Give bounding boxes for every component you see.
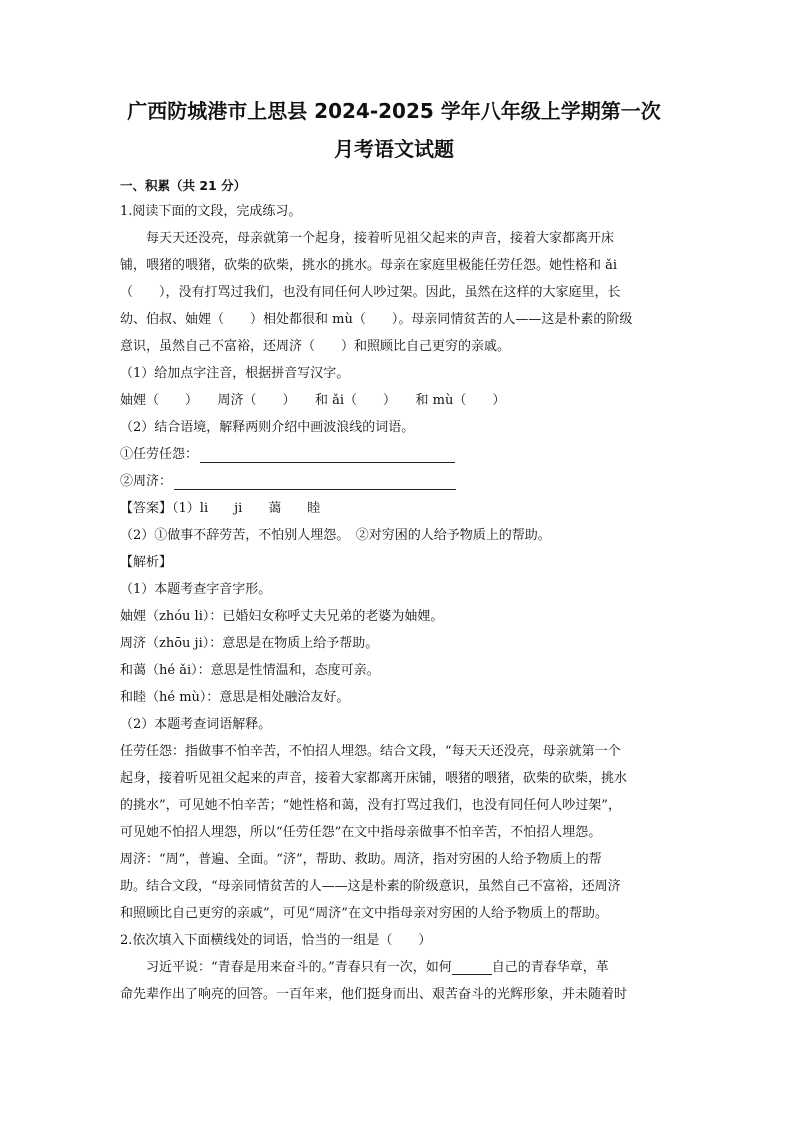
section-heading: 一、积累（共 21 分）	[120, 178, 247, 193]
passage-line: 意识，虽然自己不富裕，还周济（ ）和照顾比自己更穷的亲戚。	[120, 339, 511, 354]
fill-line-1	[120, 441, 668, 468]
sub-question-1-items: 妯娌（ ） 周济（ ） 和 ǎi（ ） 和 mù（ ）	[120, 393, 506, 408]
analysis-line: 助。结合文段，“母亲同情贫苦的人——这是朴素的阶级意识，虽然自己不富裕，还周济	[120, 879, 621, 894]
question-2-stem: 2.依次填入下面横线处的词语，恰当的一组是（ ）	[120, 933, 432, 948]
question-1-stem: 1.阅读下面的文段，完成练习。	[120, 204, 302, 219]
answer-text: （1）li ji 蔼 睦	[172, 501, 321, 516]
page-title	[120, 92, 668, 168]
passage-line: 每天天还没亮，母亲就第一个起身，接着听见祖父起来的声音，接着大家都离开床	[146, 231, 615, 246]
sub-question-1: （1）给加点字注音，根据拼音写汉字。	[120, 366, 350, 381]
fill-line-2	[120, 468, 668, 495]
passage-line: 铺，喂猪的喂猪，砍柴的砍柴，挑水的挑水。母亲在家庭里极能任劳任怨。她性格和 ǎi	[120, 258, 618, 273]
passage-line: 幼、伯叔、妯娌（ ）相处都很和 mù（ ）。母亲同情贫苦的人——这是朴素的阶级	[120, 312, 633, 327]
question-2-passage-line	[120, 954, 668, 981]
answer-blank[interactable]	[174, 473, 456, 490]
passage-line: （ ），没有打骂过我们，也没有同任何人吵过架。因此，虽然在这样的大家庭里，长	[120, 285, 621, 300]
passage-text: 自己的青春华章，革	[491, 960, 609, 975]
analysis-line: 和蔼（hé ǎi）：意思是性情温和，态度可亲。	[120, 663, 380, 678]
analysis-line: 和照顾比自己更穷的亲戚”，可见“周济”在文中指母亲对穷困的人给予物质上的帮助。	[120, 906, 608, 921]
analysis-line: （1）本题考查字音字形。	[120, 582, 272, 597]
analysis-line: 周济（zhōu ji）：意思是在物质上给予帮助。	[120, 636, 379, 651]
document-page	[120, 92, 668, 1008]
analysis-label: 【解析】	[120, 555, 173, 570]
analysis-line: 起身，接着听见祖父起来的声音，接着大家都离开床铺，喂猪的喂猪，砍柴的砍柴，挑水	[120, 771, 628, 786]
sub-question-2: （2）结合语境，解释两则介绍中画波浪线的词语。	[120, 420, 415, 435]
analysis-line: 可见她不怕招人埋怨，所以“任劳任怨”在文中指母亲做事不怕辛苦，不怕招人埋怨。	[120, 825, 602, 840]
answer-label: 【答案】	[120, 501, 173, 516]
title-line-1: 广西防城港市上思县 2024-2025 学年八年级上学期第一次	[127, 99, 661, 123]
fill-label: ②周济：	[120, 474, 173, 489]
answer-line	[120, 495, 668, 522]
analysis-line: 和睦（hé mù）：意思是相处融洽友好。	[120, 690, 350, 705]
question-2-passage-line: 命先辈作出了响亮的回答。一百年来，他们挺身而出、艰苦奋斗的光辉形象，并未随着时	[120, 987, 628, 1002]
passage-text: 习近平说：“青春是用来奋斗的。”青春只有一次，如何	[146, 960, 452, 975]
analysis-line: 妯娌（zhóu li）：已婚妇女称呼丈夫兄弟的老婆为妯娌。	[120, 609, 444, 624]
analysis-line: 任劳任怨：指做事不怕辛苦，不怕招人埋怨。结合文段，“每天天还没亮，母亲就第一个	[120, 744, 621, 759]
answer-line-2: （2）①做事不辞劳苦，不怕别人埋怨。 ②对穷困的人给予物质上的帮助。	[120, 528, 551, 543]
analysis-line: 周济：“周”，普遍、全面。“济”，帮助、救助。周济，指对穷困的人给予物质上的帮	[120, 852, 602, 867]
analysis-line: 的挑水”，可见她不怕辛苦；“她性格和蔼，没有打骂过我们，也没有同任何人吵过架”，	[120, 798, 621, 813]
answer-blank[interactable]	[452, 960, 492, 975]
answer-blank[interactable]	[200, 446, 455, 463]
analysis-line: （2）本题考查词语解释。	[120, 717, 272, 732]
title-line-2: 月考语文试题	[334, 137, 454, 161]
fill-label: ①任劳任怨：	[120, 447, 199, 462]
